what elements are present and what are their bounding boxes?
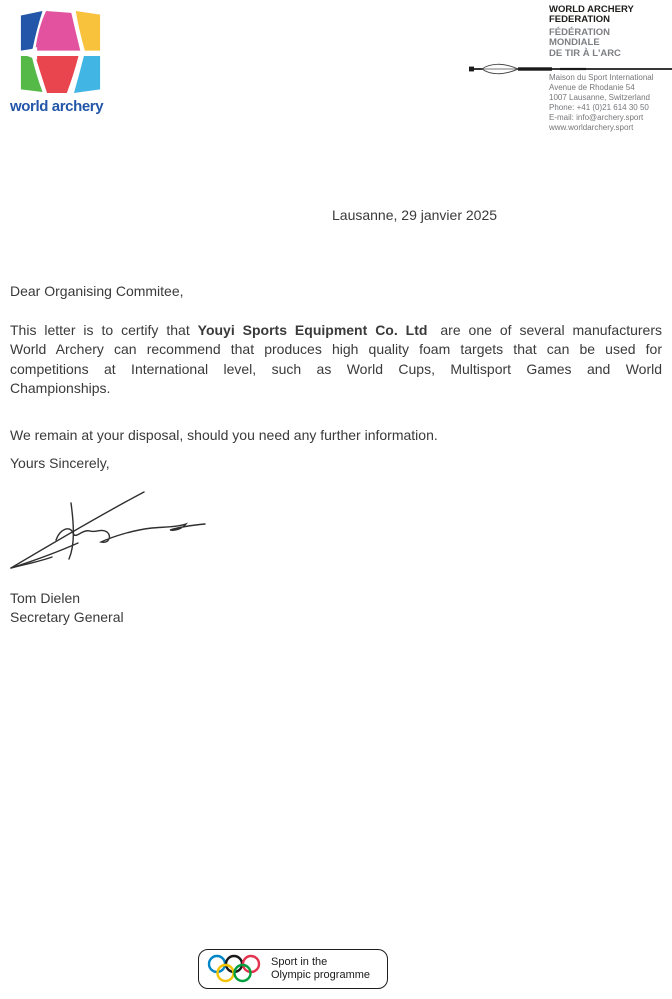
signer-name: Tom Dielen: [10, 590, 81, 606]
badge-text-line1: Sport in the: [271, 955, 328, 968]
org-name-en-line2: FEDERATION: [549, 14, 611, 26]
paragraph-line: World Archery can recommend that produces high quality foam targets that can be used for: [10, 341, 662, 358]
badge-text: [271, 956, 370, 983]
paragraph-line: competitions at International level, such as World Cups, Multisport Games and World: [10, 360, 662, 377]
signature-icon: [8, 483, 218, 573]
address-website: www.worldarchery.sport: [549, 123, 634, 132]
address-line: 1007 Lausanne, Switzerland: [549, 93, 650, 102]
paragraph-line: [10, 321, 662, 340]
body-paragraph-2: We remain at your disposal, should you need any further information.: [10, 427, 438, 443]
signer-title: Secretary General: [10, 609, 124, 625]
org-name-fr-line2: MONDIALE: [549, 37, 600, 49]
org-name-en-line1: WORLD ARCHERY: [549, 4, 634, 15]
badge-text-line2: Olympic programme: [271, 969, 371, 981]
salutation: Dear Organising Commitee,: [10, 283, 184, 299]
address-phone: Phone: +41 (0)21 614 30 50: [549, 103, 649, 112]
org-name-block: [549, 5, 669, 59]
world-archery-wordmark: world archery: [10, 98, 104, 115]
org-name-fr-line1: FÉDÉRATION: [549, 26, 611, 38]
address-line: Maison du Sport International: [549, 73, 654, 82]
address-email: E-mail: info@archery.sport: [549, 113, 644, 122]
paragraph-text: This letter is to certify that: [10, 322, 198, 338]
paragraph-text: are one of several manufacturers: [432, 322, 662, 338]
address-line: Avenue de Rhodanie 54: [549, 83, 635, 92]
dateline: Lausanne, 29 janvier 2025: [332, 207, 498, 223]
closing: Yours Sincerely,: [10, 455, 110, 471]
world-archery-logo-icon: [20, 8, 101, 96]
org-address-block: [549, 73, 671, 133]
paragraph-line: Championships.: [10, 379, 111, 396]
body-paragraph-1: [10, 321, 662, 398]
olympic-programme-badge: [198, 949, 388, 989]
company-name: Youyi Sports Equipment Co. Ltd: [197, 322, 428, 338]
olympic-rings-icon: [207, 953, 261, 985]
org-name-fr-line3: DE TIR À L'ARC: [549, 47, 621, 59]
world-archery-logo: [10, 8, 106, 115]
